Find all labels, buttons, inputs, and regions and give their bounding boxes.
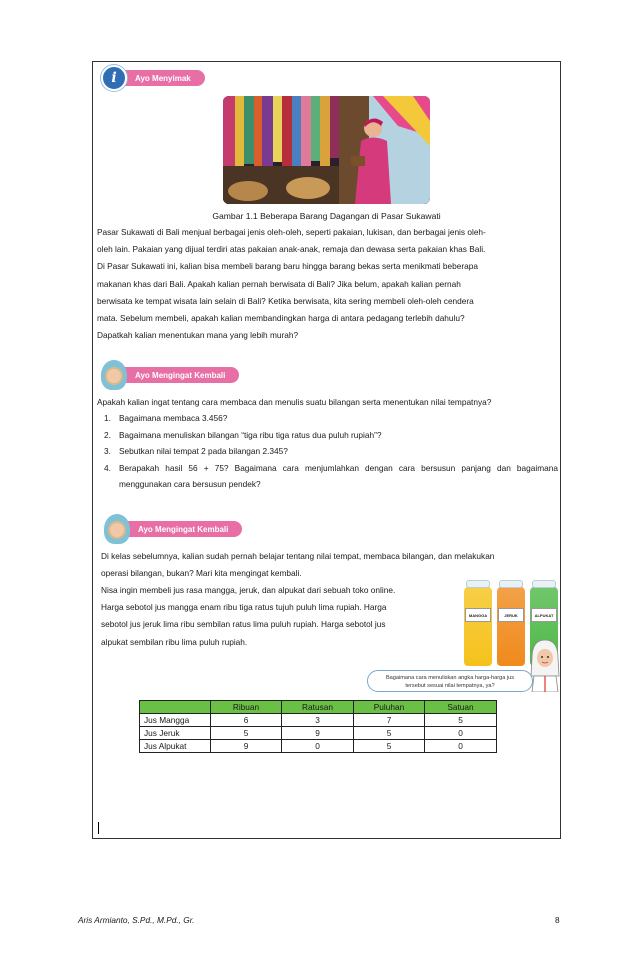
section-badge-mengingat-2 bbox=[104, 514, 242, 544]
section-badge-mengingat-1 bbox=[101, 360, 239, 390]
table-cell: Jus Mangga bbox=[140, 714, 211, 727]
table-row bbox=[140, 714, 497, 727]
section-title: Ayo Mengingat Kembali bbox=[120, 521, 242, 537]
paragraph-line: berwisata ke tempat wisata lain selain di Bali? Ketika berwisata, kita sering membeli oleh-oleh cendera bbox=[97, 295, 474, 306]
student-avatar-icon bbox=[104, 514, 130, 544]
question-text: Bagaimana menuliskan bilangan “tiga ribu tiga ratus dua puluh rupiah”? bbox=[119, 429, 382, 440]
section-badge-ayo-menyimak bbox=[101, 65, 205, 91]
mango-juice-bottle bbox=[464, 586, 492, 666]
table-cell: 0 bbox=[425, 727, 497, 740]
table-cell: 9 bbox=[211, 740, 282, 753]
recall-intro bbox=[97, 394, 562, 411]
paragraph-line: operasi bilangan, bukan? Mari kita mengingat kembali. bbox=[101, 568, 302, 579]
paragraph-line: makanan khas dari Bali. Apakah kalian pernah berwisata di Bali? Jika belum, apakah kalian pernah bbox=[97, 278, 461, 289]
paragraph-line: mata. Sebelum membeli, apakah kalian membandingkan harga di antara pedagang terlebih dahulu? bbox=[97, 313, 465, 324]
bottle-label: MANGGA bbox=[465, 608, 491, 622]
juice-problem bbox=[101, 582, 455, 651]
speech-line: tersebut sesuai nilai tempatnya, ya? bbox=[405, 683, 495, 689]
table-cell: 7 bbox=[354, 714, 425, 727]
table-row bbox=[140, 727, 497, 740]
paragraph-line: Pasar Sukawati di Bali menjual berbagai jenis oleh-oleh, seperti pakaian, lukisan, dan berbagai jenis oleh- bbox=[97, 227, 486, 237]
table-header: Ratusan bbox=[282, 701, 354, 714]
footer-author: Aris Armianto, S.Pd., M.Pd., Gr. bbox=[78, 915, 195, 925]
bottle-cap-icon bbox=[532, 580, 556, 588]
list-item bbox=[104, 460, 558, 493]
paragraph-line: Di Pasar Sukawati ini, kalian bisa membeli barang baru hingga barang bekas serta menikmati beberapa bbox=[97, 261, 478, 272]
list-item bbox=[104, 443, 558, 460]
intro-paragraph bbox=[97, 224, 558, 344]
table-row bbox=[140, 740, 497, 753]
bottle-label: ALPUKAT bbox=[531, 608, 557, 622]
table-cell: 3 bbox=[282, 714, 354, 727]
table-cell: 5 bbox=[211, 727, 282, 740]
place-value-table bbox=[139, 700, 497, 753]
paragraph-line: oleh lain. Pakaian yang dijual terdiri atas pakaian anak-anak, remaja dan dewasa serta pakaian khas Bali. bbox=[97, 244, 486, 255]
table-header: Ribuan bbox=[211, 701, 282, 714]
question-list bbox=[104, 410, 558, 493]
table-cell: 5 bbox=[354, 727, 425, 740]
question-text: Bagaimana membaca 3.456? bbox=[119, 413, 228, 423]
market-photo bbox=[223, 96, 430, 204]
paragraph-line: Dapatkah kalian menentukan mana yang lebih murah? bbox=[97, 330, 299, 341]
page-number: 8 bbox=[555, 915, 560, 925]
question-number: 1. bbox=[104, 413, 111, 423]
list-item bbox=[104, 427, 558, 444]
speech-line: Bagaimana cara menuliskan angka harga-harga jus bbox=[385, 675, 515, 681]
girl-character-icon bbox=[528, 636, 562, 692]
table-header: Puluhan bbox=[354, 701, 425, 714]
paragraph-line: Nisa ingin membeli jus rasa mangga, jeruk, dan alpukat dari sebuah toko online. bbox=[101, 585, 396, 595]
table-cell: Jus Jeruk bbox=[140, 727, 211, 740]
text-cursor[interactable] bbox=[98, 822, 99, 834]
table-header bbox=[140, 701, 211, 714]
question-number: 4. bbox=[104, 462, 111, 473]
table-cell: 0 bbox=[282, 740, 354, 753]
table-cell: 0 bbox=[425, 740, 497, 753]
table-header-row bbox=[140, 701, 497, 714]
question-text: Berapakah hasil 56 + 75? Bagaimana cara menjumlahkan dengan cara bersusun panjang dan bagaimana menggunakan cara bersusun pendek? bbox=[119, 462, 558, 490]
table-cell: Jus Alpukat bbox=[140, 740, 211, 753]
paragraph-line: sebotol jus jeruk lima ribu sembilan ratus lima puluh rupiah. Harga sebotol jus bbox=[101, 619, 386, 630]
question-text: Sebutkan nilai tempat 2 pada bilangan 2.345? bbox=[119, 446, 288, 457]
student-avatar-icon bbox=[101, 360, 127, 390]
question-number: 2. bbox=[104, 429, 111, 440]
section-title: Ayo Menyimak bbox=[117, 70, 205, 86]
table-header: Satuan bbox=[425, 701, 497, 714]
list-item bbox=[104, 410, 558, 427]
bottle-label: JERUK bbox=[498, 608, 524, 622]
question-number: 3. bbox=[104, 446, 111, 457]
orange-juice-bottle bbox=[497, 586, 525, 666]
table-cell: 5 bbox=[354, 740, 425, 753]
figure-caption: Gambar 1.1 Beberapa Barang Dagangan di Pasar Sukawati bbox=[212, 211, 441, 221]
info-icon: i bbox=[101, 65, 127, 91]
paragraph-line: Apakah kalian ingat tentang cara membaca dan menulis suatu bilangan serta menentukan nilai tempatnya? bbox=[97, 397, 492, 407]
table-cell: 5 bbox=[425, 714, 497, 727]
paragraph-line: alpukat sembilan ribu lima puluh rupiah. bbox=[101, 636, 248, 647]
table-cell: 9 bbox=[282, 727, 354, 740]
speech-bubble bbox=[367, 670, 533, 692]
bottle-cap-icon bbox=[499, 580, 523, 588]
bottle-cap-icon bbox=[466, 580, 490, 588]
section-title: Ayo Mengingat Kembali bbox=[117, 367, 239, 383]
paragraph-line: Harga sebotol jus mangga enam ribu tiga ratus tujuh puluh lima rupiah. Harga bbox=[101, 602, 387, 613]
table-cell: 6 bbox=[211, 714, 282, 727]
paragraph-line: Di kelas sebelumnya, kalian sudah pernah belajar tentang nilai tempat, membaca bilangan, dan melakukan bbox=[101, 551, 495, 561]
